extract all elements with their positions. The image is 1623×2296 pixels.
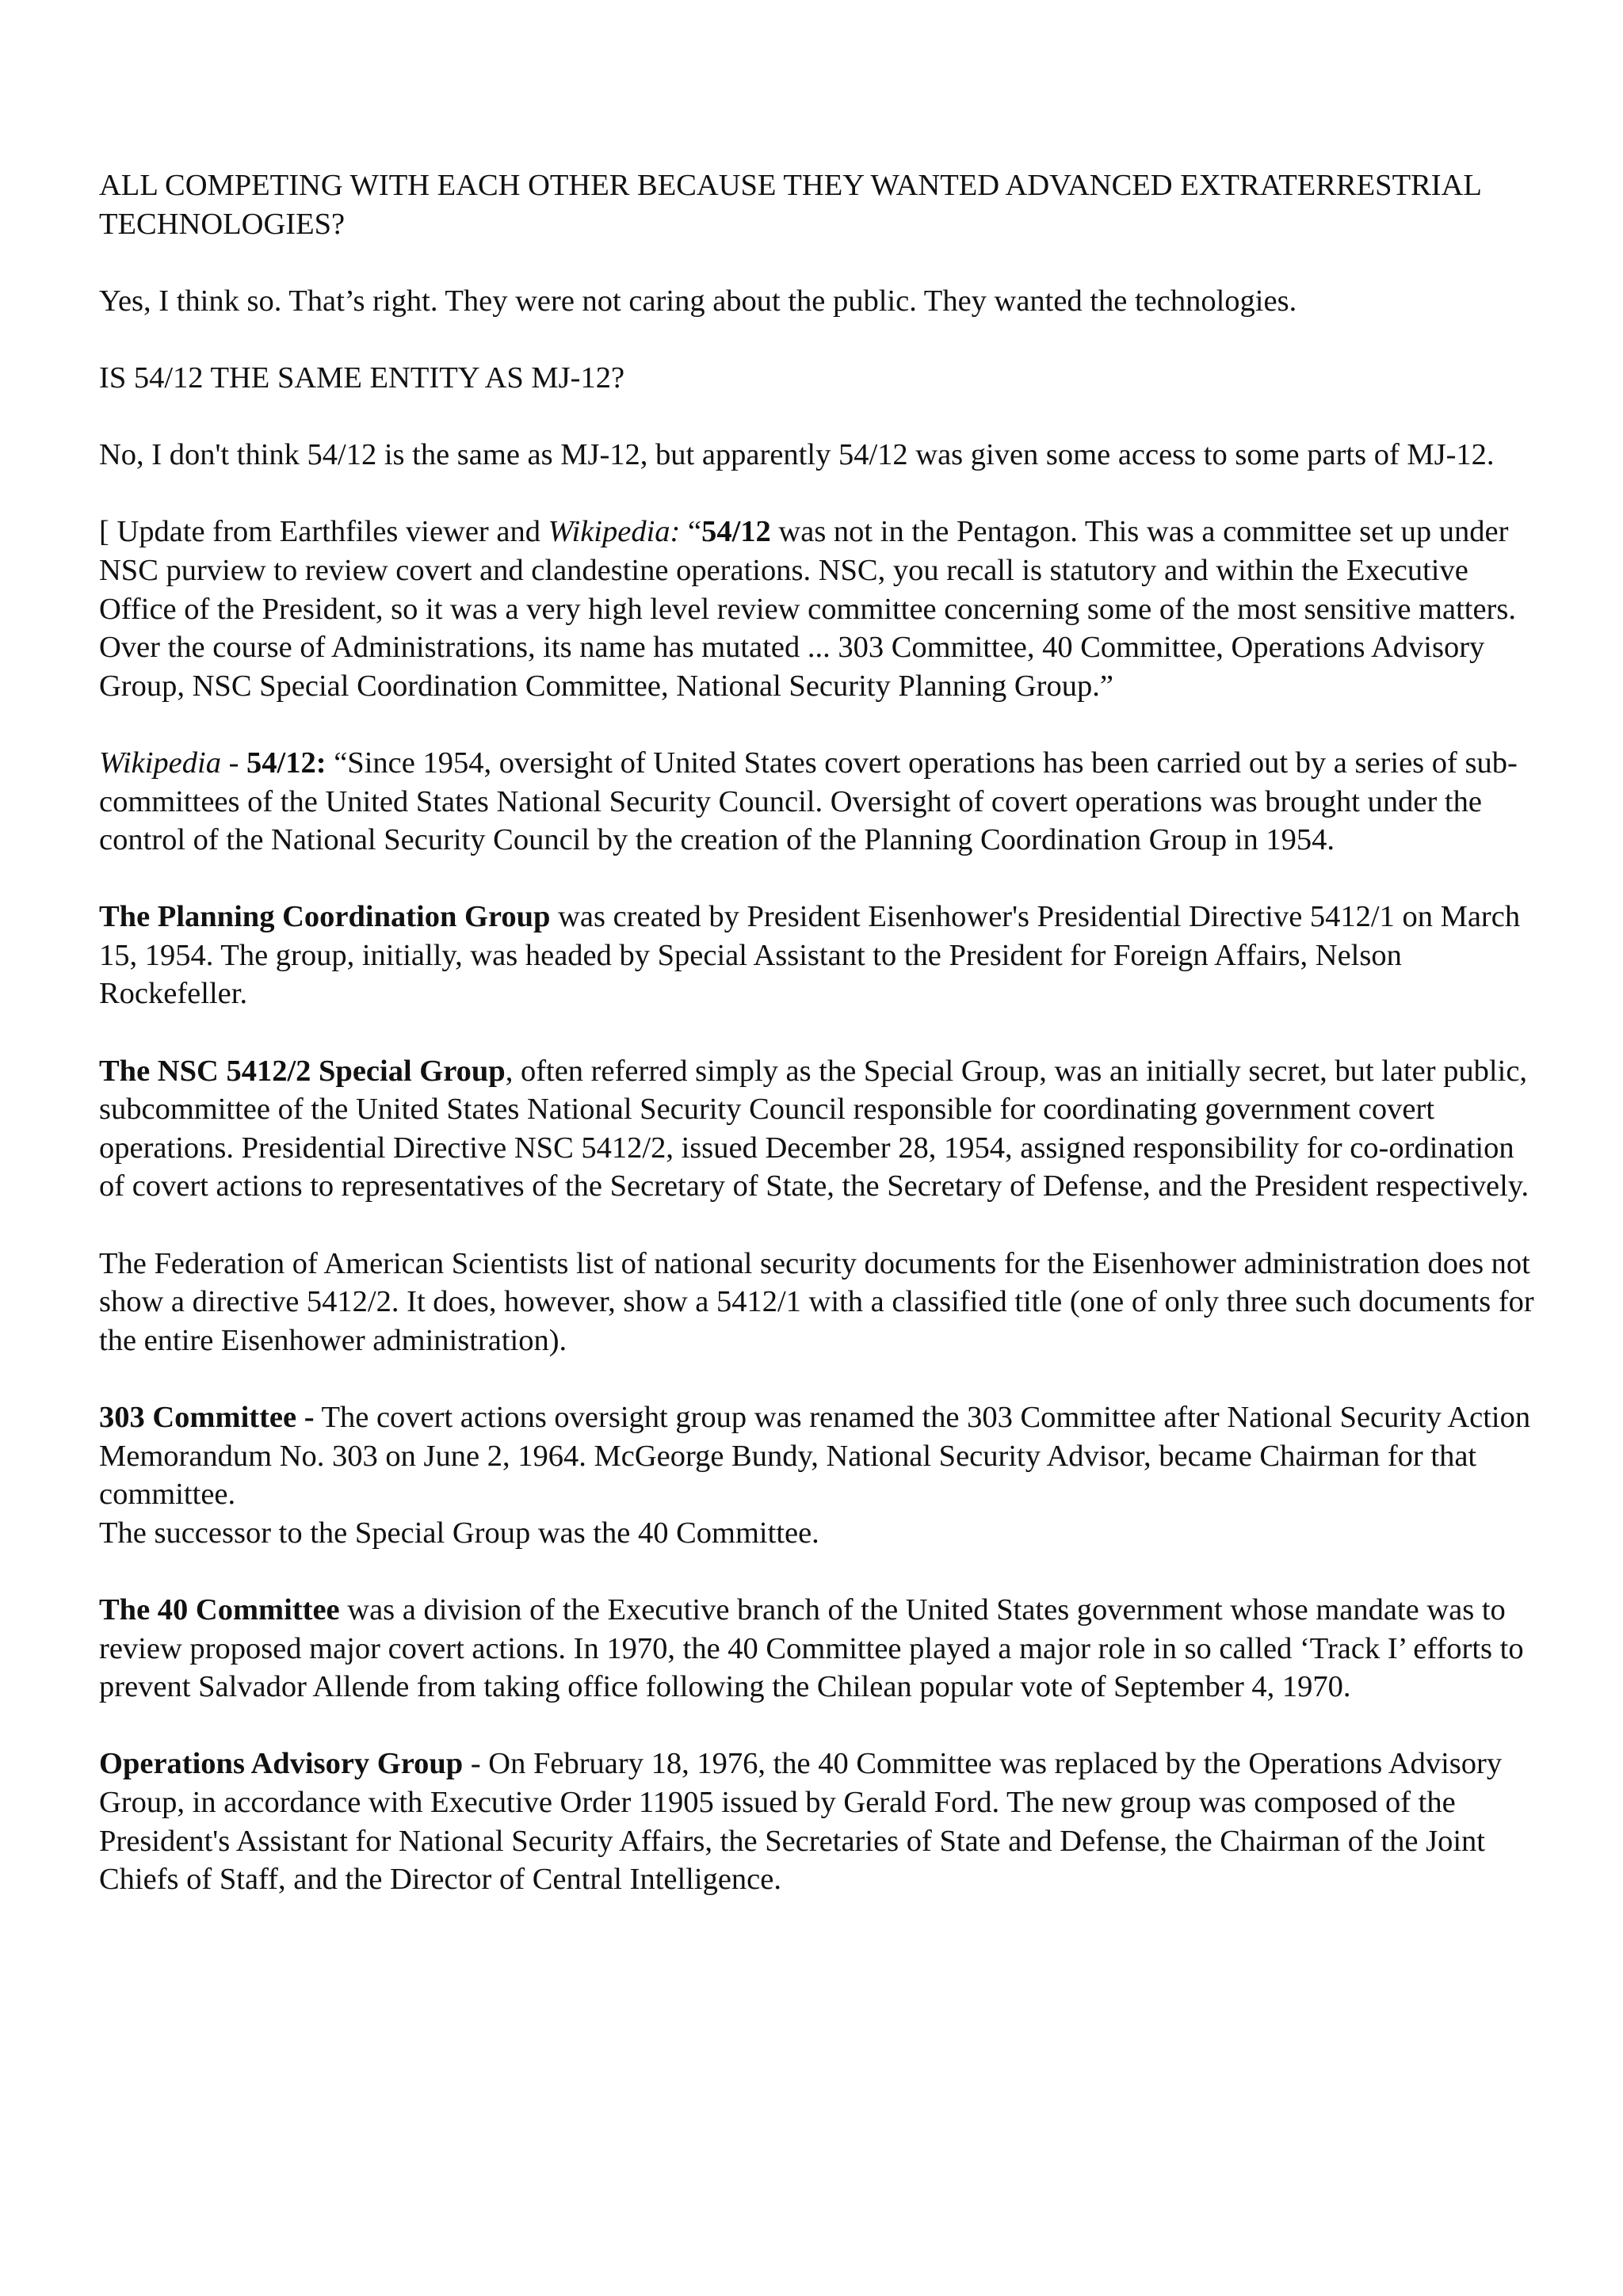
c40-text: was a division of the Executive branch of the United States government whose mandate was to review proposed major covert actions. In 1970, the 40 Committee played a major role in so called ‘Track I’ efforts to prevent Salvador Allende from taking office following the Chilean popular vote of September 4, 1970. [99,1592,1524,1704]
update-open-quote: “ [680,515,702,549]
committee-303-successor: The successor to the Special Group was the 40 Committee. [99,1516,819,1550]
wiki-text: “Since 1954, oversight of United States covert operations has been carried out by a series of sub-committees of the United States National Security Council. Oversight of covert operations was brought under the control of the National Security Council by the creation of the Planning Coordination Group in 1954. [99,746,1518,857]
committee-303-paragraph [99,1398,1541,1514]
pcg-term: The Planning Coordination Group [99,900,551,934]
document-page [99,166,1541,1937]
update-lead: [ Update from Earthfiles viewer and [99,515,548,549]
committee-40-paragraph [99,1591,1541,1707]
c40-term: The 40 Committee [99,1592,340,1627]
pcg-text: was created by President Eisenhower's Presidential Directive 5412/1 on March 15, 1954. The group, initially, was headed by Special Assistant to the President for Foreign Affairs, Nelson Rockefeller. [99,900,1521,1011]
special-group-paragraph [99,1052,1541,1206]
question-extraterrestrial-technologies: ALL COMPETING WITH EACH OTHER BECAUSE THEY WANTED ADVANCED EXTRATERRESTRIAL TECHNOLOGIES? [99,169,1481,241]
planning-coordination-group-paragraph [99,898,1541,1013]
c303-text: The covert actions oversight group was renamed the 303 Committee after National Security Action Memorandum No. 303 on June 2, 1964. McGeorge Bundy, National Security Advisor, became Chairman for that committee. [99,1401,1531,1512]
operations-advisory-group-paragraph [99,1745,1541,1898]
update-term: 54/12 [701,515,771,549]
question-54-12-mj-12: IS 54/12 THE SAME ENTITY AS MJ-12? [99,360,625,395]
oag-text: - On February 18, 1976, the 40 Committee was replaced by the Operations Advisory Group, in accordance with Executive Order 11905 issued by Gerald Ford. The new group was composed of the President's Assistant for National Security Affairs, the Secretaries of State and Defense, the Chairman of the Joint Chiefs of Staff, and the Director of Central Intelligence. [99,1747,1503,1897]
update-source: Wikipedia: [548,515,681,549]
update-paragraph [99,513,1541,705]
nsc-text: , often referred simply as the Special Group, was an initially secret, but later public, subcommittee of the United States National Security Council responsible for coordinating government covert operations. Presidential Directive NSC 5412/2, issued December 28, 1954, assigned responsibility for co-ordination of covert actions to representatives of the Secretary of State, the Secretary of Defense, and the President respectively. [99,1054,1529,1203]
answer-54-12-mj-12: No, I don't think 54/12 is the same as MJ-12, but apparently 54/12 was given some access to some parts of MJ-12. [99,438,1495,472]
c303-term: 303 Committee - [99,1401,315,1434]
oag-term: Operations Advisory Group [99,1747,464,1781]
wiki-dash: - [220,746,247,780]
fas-paragraph: The Federation of American Scientists list of national security documents for the Eisenhower administration does not show a directive 5412/2. It does, however, show a 5412/1 with a classified title (one of only three such documents for the entire Eisenhower administration). [99,1246,1534,1357]
wiki-source: Wikipedia [99,746,221,780]
answer-technologies: Yes, I think so. That’s right. They were not caring about the public. They wanted the technologies. [99,284,1297,318]
update-text: was not in the Pentagon. This was a committee set up under NSC purview to review covert and clandestine operations. NSC, you recall is statutory and within the Executive Office of the President, so it was a very high level review committee concerning some of the most sensitive matters. Over the course of Administrations, its name has mutated ... 303 Committee, 40 Committee, Operations Advisory Group, NSC Special Coordination Committee, National Security Planning Group.” [99,515,1516,703]
wikipedia-54-12-paragraph [99,744,1541,860]
nsc-term: The NSC 5412/2 Special Group [99,1054,506,1088]
wiki-term: 54/12: [246,746,327,780]
